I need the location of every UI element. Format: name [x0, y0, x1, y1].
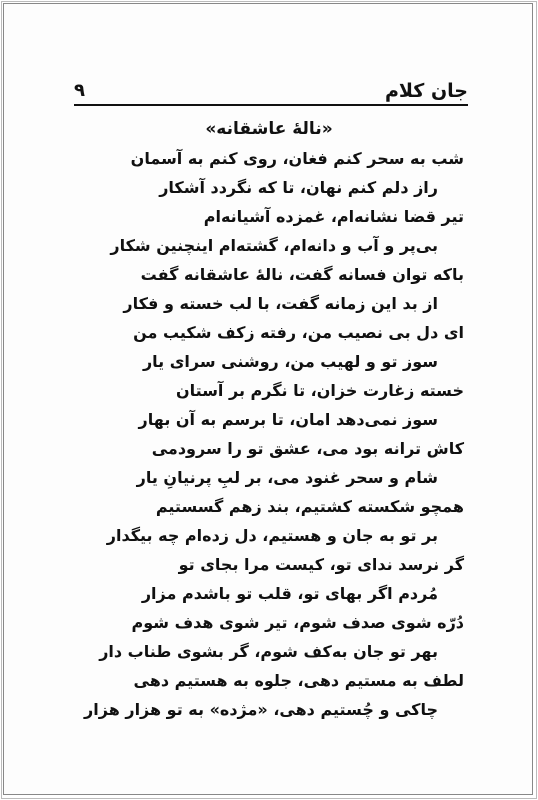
verse-line: از بد این زمانه گفت، با لب خسته و فکار [123, 294, 438, 313]
poem-title: «نالهٔ عاشقانه» [205, 119, 333, 139]
verse-line: راز دلم کنم نهان، تا که نگردد آشکار [159, 178, 438, 197]
verse-line: گر نرسد ندای تو، کیست مرا بجای تو [178, 555, 464, 574]
header-rule [74, 104, 468, 106]
verse-line: ای دل بی نصیب من، رفته زکف شکیب من [133, 323, 464, 342]
book-title: جان کلام [384, 80, 468, 102]
verse-line: شام و سحر غنود می، بر لبِ پرنیانِ یار [136, 468, 438, 487]
verse-line: کاش ترانه بود می، عشق تو را سرودمی [151, 439, 464, 458]
verse-line: همچو شکسته کشتیم، بند زهم گسستیم [155, 497, 464, 516]
verse-line: خسته زغارت خزان، تا نگرم بر آستان [176, 381, 464, 400]
page-number: ۹ [74, 80, 85, 101]
verse-line: سوز نمی‌دهد امان، تا برسم به آن بهار [138, 410, 438, 429]
verse-line: دُرّه شوی صدف شوم، تیر شوی هدف شوم [131, 613, 464, 632]
verse-line: بی‌پر و آب و دانه‌ام، گشته‌ام اینچنین شکار [110, 236, 438, 255]
verse-line: بر تو به جان و هستیم، دل زده‌ام چه بیگدار [106, 526, 438, 545]
verse-line: شب به سحر کنم فغان، روی کنم به آسمان [130, 149, 464, 168]
verse-line: چاکی و چُستیم دهی، «مژده» به تو هزار هزار [84, 700, 438, 719]
verse-line: بهر تو جان به‌کف شوم، گر بشوی طناب دار [99, 642, 438, 661]
verse-line: لطف به مستیم دهی، جلوه به هستیم دهی [133, 671, 464, 690]
verse-line: مُردم اگر بهای تو، قلب تو باشدم مزار [141, 584, 438, 603]
verse-line: باکه توان فسانه گفت، نالهٔ عاشقانه گفت [140, 265, 464, 284]
verse-line: سوز تو و لهیب من، روشنی سرای یار [142, 352, 438, 371]
verse-line: تیر قضا نشانه‌ام، غمزده آشیانه‌ام [203, 207, 464, 226]
page-header [74, 74, 468, 104]
